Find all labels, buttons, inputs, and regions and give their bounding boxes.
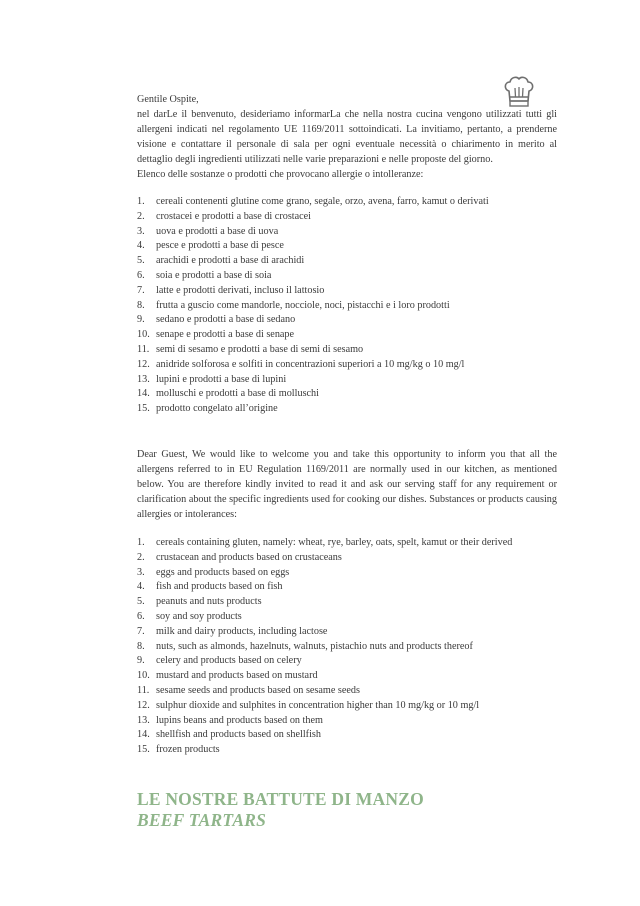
list-item-text: cereals containing gluten, namely: wheat, rye, barley, oats, spelt, kamut or their derived xyxy=(156,537,513,548)
list-item-text: crustacean and products based on crustaceans xyxy=(156,551,342,563)
allergen-list-item xyxy=(137,743,577,758)
list-item-text: molluschi e prodotti a base di molluschi xyxy=(156,388,319,400)
list-item-number: 4. xyxy=(137,240,145,252)
section-heading xyxy=(137,789,424,831)
list-item-text: sedano e prodotti a base di sedano xyxy=(156,314,296,326)
list-item-number: 14. xyxy=(137,729,150,741)
list-item-text: frutta a guscio come mandorle, nocciole, noci, pistacchi e i loro prodotti xyxy=(156,299,450,311)
allergen-list-item xyxy=(137,625,577,640)
list-item-number: 1. xyxy=(137,537,145,548)
list-item-number: 1. xyxy=(137,196,145,207)
allergen-list-item xyxy=(137,269,577,284)
allergen-list-item xyxy=(137,402,577,417)
allergen-list-item xyxy=(137,551,577,566)
list-item-text: senape e prodotti a base di senape xyxy=(156,329,295,341)
italian-allergen-list xyxy=(137,195,577,417)
list-item-number: 5. xyxy=(137,596,145,608)
list-item-text: frozen products xyxy=(156,744,220,756)
allergen-list-item xyxy=(137,536,577,551)
list-item-number: 7. xyxy=(137,625,145,637)
allergen-list-item xyxy=(137,284,577,299)
list-item-text: lupini e prodotti a base di lupini xyxy=(156,373,287,385)
allergen-list-item xyxy=(137,640,577,655)
list-item-number: 13. xyxy=(137,714,150,726)
list-item-number: 14. xyxy=(137,388,150,400)
list-item-text: pesce e prodotti a base di pesce xyxy=(156,240,284,252)
list-item-number: 2. xyxy=(137,551,145,563)
allergen-list-item xyxy=(137,195,577,210)
list-item-number: 11. xyxy=(137,684,150,696)
allergen-list-item xyxy=(137,387,577,402)
allergen-list-item xyxy=(137,239,577,254)
list-item-text: crostacei e prodotti a base di crostacei xyxy=(156,210,312,222)
list-item-number: 3. xyxy=(137,566,145,578)
list-item-number: 15. xyxy=(137,744,150,756)
list-item-text: latte e prodotti derivati, incluso il lattosio xyxy=(156,284,325,296)
list-item-text: sesame seeds and products based on sesame seeds xyxy=(156,684,360,696)
section-title: LE NOSTRE BATTUTE DI MANZO xyxy=(137,789,424,809)
english-intro xyxy=(137,447,557,522)
allergen-list-item xyxy=(137,714,577,729)
list-item-text: shellfish and products based on shellfish xyxy=(156,729,321,741)
list-item-number: 9. xyxy=(137,314,145,326)
allergen-list-item xyxy=(137,610,577,625)
list-item-number: 8. xyxy=(137,299,145,311)
allergen-list-item xyxy=(137,669,577,684)
list-item-text: fish and products based on fish xyxy=(156,581,283,593)
list-item-text: sulphur dioxide and sulphites in concentration higher than 10 mg/kg or 10 mg/l xyxy=(156,699,480,711)
list-item-number: 11. xyxy=(137,343,150,355)
list-item-number: 2. xyxy=(137,210,145,222)
allergen-list-item xyxy=(137,358,577,373)
list-item-number: 4. xyxy=(137,581,145,593)
allergen-list-item xyxy=(137,328,577,343)
italian-intro-paragraph: nel darLe il benvenuto, desideriamo informarLa che nella nostra cucina vengono utilizzati tutti gli allergeni indicati nel regolamento UE 1169/2011 sottoindicati. La invitiamo, pertanto, a prenderne visione e contattare il personale di sala per ogni eventuale necessità o chiarimento in merito al dettaglio degli ingredienti utilizzati nelle varie preparazioni e nelle proposte del giorno. xyxy=(137,109,557,165)
section-subtitle: BEEF TARTARS xyxy=(137,810,267,830)
italian-list-heading: Elenco delle sostanze o prodotti che provocano allergie o intolleranze: xyxy=(137,169,424,180)
list-item-text: eggs and products based on eggs xyxy=(156,566,290,578)
list-item-text: semi di sesamo e prodotti a base di semi di sesamo xyxy=(156,343,364,355)
list-item-text: lupins beans and products based on them xyxy=(156,714,323,726)
list-item-number: 13. xyxy=(137,373,150,385)
list-item-number: 5. xyxy=(137,255,145,267)
allergen-list-item xyxy=(137,313,577,328)
list-item-text: uova e prodotti a base di uova xyxy=(156,225,279,237)
allergen-list-item xyxy=(137,728,577,743)
list-item-number: 12. xyxy=(137,358,150,370)
english-intro-paragraph: Dear Guest, We would like to welcome you and take this opportunity to inform you that all the allergens referred to in EU Regulation 1169/2011 are normally used in our kitchen, as mentioned below. You are therefore kindly invited to read it and ask our serving staff for any requirement or clarification about the specific ingredients used for cooking our dishes. Substances or products causing allergies or intolerances: xyxy=(137,449,557,520)
list-item-number: 8. xyxy=(137,640,145,652)
list-item-number: 15. xyxy=(137,403,150,415)
allergen-list-item xyxy=(137,299,577,314)
list-item-text: celery and products based on celery xyxy=(156,655,302,667)
english-allergen-list xyxy=(137,536,577,758)
list-item-text: peanuts and nuts products xyxy=(156,596,262,608)
list-item-text: mustard and products based on mustard xyxy=(156,670,318,682)
allergen-list-item xyxy=(137,254,577,269)
greeting: Gentile Ospite, xyxy=(137,94,199,105)
italian-intro xyxy=(137,92,557,182)
list-item-text: soia e prodotti a base di soia xyxy=(156,269,272,281)
list-item-number: 10. xyxy=(137,329,150,341)
allergen-list-item xyxy=(137,343,577,358)
allergen-list-item xyxy=(137,654,577,669)
allergen-list-item xyxy=(137,210,577,225)
allergen-list-item xyxy=(137,373,577,388)
allergen-list-item xyxy=(137,595,577,610)
list-item-text: soy and soy products xyxy=(156,610,242,622)
list-item-number: 7. xyxy=(137,284,145,296)
list-item-number: 6. xyxy=(137,269,145,281)
allergen-list-item xyxy=(137,225,577,240)
allergen-list-item xyxy=(137,699,577,714)
list-item-number: 9. xyxy=(137,655,145,667)
list-item-number: 6. xyxy=(137,610,145,622)
list-item-text: milk and dairy products, including lactose xyxy=(156,625,328,637)
list-item-number: 10. xyxy=(137,670,150,682)
list-item-text: prodotto congelato all’origine xyxy=(156,403,278,415)
list-item-number: 3. xyxy=(137,225,145,237)
list-item-number: 12. xyxy=(137,699,150,711)
list-item-text: anidride solforosa e solfiti in concentrazioni superiori a 10 mg/kg o 10 mg/l xyxy=(156,358,465,370)
list-item-text: nuts, such as almonds, hazelnuts, walnuts, pistachio nuts and products thereof xyxy=(156,640,473,652)
list-item-text: arachidi e prodotti a base di arachidi xyxy=(156,255,305,267)
allergen-list-item xyxy=(137,580,577,595)
allergen-list-item xyxy=(137,566,577,581)
list-item-text: cereali contenenti glutine come grano, segale, orzo, avena, farro, kamut o derivati xyxy=(156,196,489,207)
allergen-list-item xyxy=(137,684,577,699)
